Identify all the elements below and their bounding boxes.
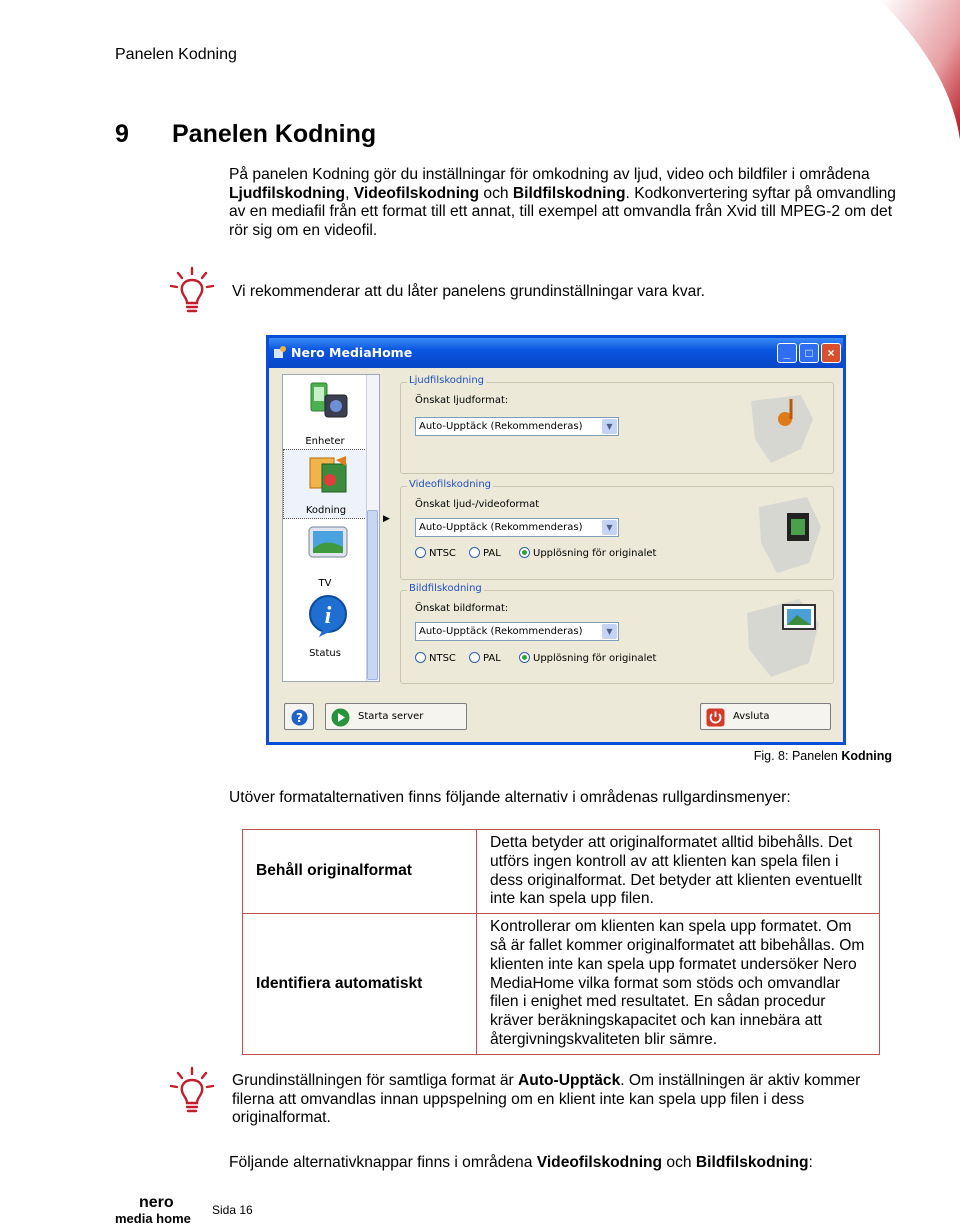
running-header: Panelen Kodning xyxy=(115,46,237,63)
info-icon xyxy=(305,593,351,639)
nav-scroll-thumb[interactable] xyxy=(367,510,378,680)
nero-media-home-logo xyxy=(115,1193,215,1225)
tip-default-setting: Grundinställningen för samtliga format är Auto-Upptäck. Om inställningen är aktiv kommer filerna att omvandlas innan uppspelning om en klient inte kan spela upp filen i dess originalformat. xyxy=(232,1072,861,1126)
maximize-button[interactable]: □ xyxy=(799,343,819,363)
encoding-icon xyxy=(306,454,352,498)
nav-scrollbar[interactable] xyxy=(366,375,379,681)
following-paragraph: Följande alternativknappar finns i områdena Videofilskodning och Bildfilskodning: xyxy=(229,1154,813,1171)
chapter-number: 9 xyxy=(115,120,129,148)
video-format-select[interactable]: Auto-Upptäck (Rekommenderas) ▼ xyxy=(415,518,619,537)
close-button[interactable]: × xyxy=(821,343,841,363)
image-radio-pal[interactable]: PAL xyxy=(469,652,501,664)
window-title: Nero MediaHome xyxy=(291,345,413,360)
chevron-down-icon: ▼ xyxy=(602,624,617,639)
image-format-label: Önskat bildformat: xyxy=(415,603,509,614)
lightbulb-tip-icon xyxy=(168,266,216,314)
selected-arrow-icon: ▶ xyxy=(383,513,390,523)
nav-label: TV xyxy=(318,578,332,589)
nav-panel xyxy=(282,374,390,682)
page-number: Sida 16 xyxy=(212,1203,253,1217)
lead-paragraph: Utöver formatalternativen finns följande alternativ i områdenas rullgardinsmenyer: xyxy=(229,789,791,806)
tv-icon xyxy=(305,523,351,567)
audio-format-label: Önskat ljudformat: xyxy=(415,395,509,406)
nav-label: Kodning xyxy=(305,505,347,516)
video-radio-original[interactable]: Upplösning för originalet xyxy=(519,547,656,559)
nav-label: Status xyxy=(309,648,341,659)
nav-label: Enheter xyxy=(305,436,345,447)
video-encoding-group xyxy=(400,479,834,580)
image-radio-original[interactable]: Upplösning för originalet xyxy=(519,652,656,664)
option-name: Behåll originalformat xyxy=(243,830,477,914)
nav-item-kodning[interactable] xyxy=(283,449,367,519)
help-icon xyxy=(291,709,308,726)
chapter-title: Panelen Kodning xyxy=(172,120,377,148)
quit-label: Avsluta xyxy=(733,711,770,722)
image-encoding-group xyxy=(400,583,834,684)
power-icon xyxy=(706,708,725,727)
svg-text:media home: media home xyxy=(115,1211,191,1225)
svg-text:?: ? xyxy=(296,711,303,725)
video-radio-ntsc[interactable]: NTSC xyxy=(415,547,456,559)
options-table xyxy=(242,829,880,1055)
image-decoration xyxy=(739,593,825,681)
nav-item-status[interactable] xyxy=(283,591,367,661)
start-server-label: Starta server xyxy=(358,711,424,722)
option-description: Detta betyder att originalformatet alltid bibehålls. Det utförs ingen kontroll av att klienten kan spela filen i dess originalformat. Det betyder att klienten eventuellt inte kan spela upp filen. xyxy=(477,830,880,914)
intro-paragraph: På panelen Kodning gör du inställningar för omkodning av ljud, video och bildfiler i områdena Ljudfilskodning, Videofilskodning och Bildfilskodning. Kodkonvertering syftar på omvandling av en mediafil från ett format till ett annat, till exempel att omvandla från Xvid till MPEG-2 om det rör sig om en videofil. xyxy=(229,166,896,239)
quit-button[interactable] xyxy=(700,703,831,730)
music-decoration xyxy=(741,389,821,471)
svg-text:nero: nero xyxy=(139,1194,174,1211)
video-group-title: Videofilskodning xyxy=(409,479,492,490)
help-button[interactable] xyxy=(284,703,314,730)
chevron-down-icon: ▼ xyxy=(602,419,617,434)
window-titlebar[interactable] xyxy=(269,338,843,368)
app-icon xyxy=(273,345,287,359)
nero-mediahome-window xyxy=(266,335,846,745)
audio-encoding-group xyxy=(400,375,834,474)
figure-caption: Fig. 8: Panelen Kodning xyxy=(753,749,892,763)
start-server-button[interactable] xyxy=(325,703,467,730)
image-format-select[interactable]: Auto-Upptäck (Rekommenderas) ▼ xyxy=(415,622,619,641)
option-description: Kontrollerar om klienten kan spela upp formatet. Om så är fallet kommer originalformatet att bibehållas. Om klienten inte kan spela upp formatet undersöker Nero MediaHome vilka format som stöds och omvandlar filen i enighet med resultatet. En sådan procedur kräver beräkningskapacitet och kan innebära att återgivningskvaliteten blir sämre. xyxy=(477,914,880,1055)
devices-icon xyxy=(307,381,351,427)
corner-decoration xyxy=(760,0,960,140)
chevron-down-icon: ▼ xyxy=(602,520,617,535)
tip-recommend: Vi rekommenderar att du låter panelens grundinställningar vara kvar. xyxy=(232,283,705,300)
table-row xyxy=(243,914,880,1055)
audio-group-title: Ljudfilskodning xyxy=(409,375,485,386)
video-format-label: Önskat ljud-/videoformat xyxy=(415,499,540,510)
lightbulb-tip-icon xyxy=(168,1066,216,1114)
minimize-button[interactable]: _ xyxy=(777,343,797,363)
option-name: Identifiera automatiskt xyxy=(243,914,477,1055)
play-icon xyxy=(331,708,350,727)
video-radio-pal[interactable]: PAL xyxy=(469,547,501,559)
video-decoration xyxy=(751,493,825,577)
table-row xyxy=(243,830,880,914)
nav-item-enheter[interactable] xyxy=(283,379,367,449)
image-radio-ntsc[interactable]: NTSC xyxy=(415,652,456,664)
nav-item-tv[interactable] xyxy=(283,521,367,591)
image-group-title: Bildfilskodning xyxy=(409,583,482,594)
svg-text:i: i xyxy=(324,603,332,629)
audio-format-select[interactable]: Auto-Upptäck (Rekommenderas) ▼ xyxy=(415,417,619,436)
chapter-heading xyxy=(115,120,376,149)
